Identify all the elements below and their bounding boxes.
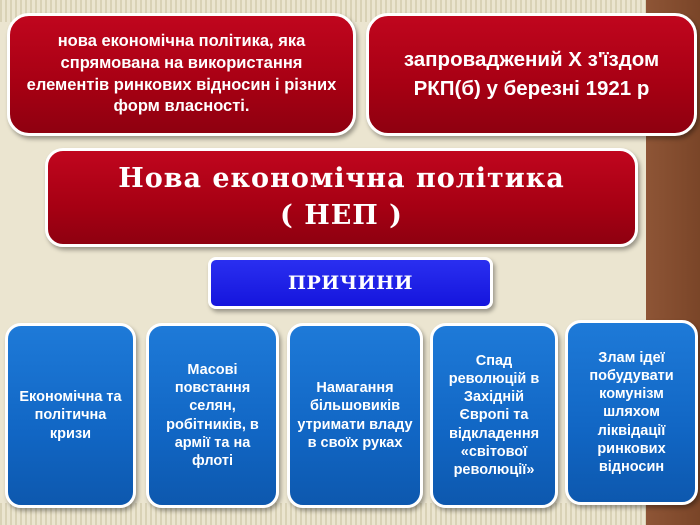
definition-text: нова економічна політика, яка спрямована на використання елементів ринкових відносин і різних форм власності. <box>26 31 337 116</box>
cause-text: Злам ідеї побудувати комунізм шляхом ліквідації ринкових відносин <box>589 349 674 476</box>
title-box <box>45 148 638 247</box>
cause-box-revolution-decline <box>430 323 558 508</box>
cause-text: Економічна та політична кризи <box>19 389 122 442</box>
causes-header-box <box>208 257 493 309</box>
cause-box-retain-power <box>287 323 423 508</box>
cause-box-mass-uprisings <box>146 323 279 508</box>
introduced-box <box>366 13 697 136</box>
causes-header-label: ПРИЧИНИ <box>288 272 413 294</box>
cause-box-economic-crisis <box>5 323 136 508</box>
title-line-1: Нова економічна політика <box>118 163 565 195</box>
definition-box <box>7 13 356 136</box>
cause-text: Намагання більшовиків утримати владу в своїх руках <box>297 379 413 451</box>
cause-box-communism-idea-collapse <box>565 320 698 505</box>
cause-text: Спад революцій в Західній Європі та відкладення «світової революції» <box>448 352 540 479</box>
introduced-text: запроваджений Х з'їздом РКП(б) у березні 1921 р <box>403 47 660 100</box>
cause-text: Масові повстання селян, робітників, в армії та на флоті <box>166 361 259 470</box>
title-line-2: ( НЕП ) <box>280 199 403 231</box>
